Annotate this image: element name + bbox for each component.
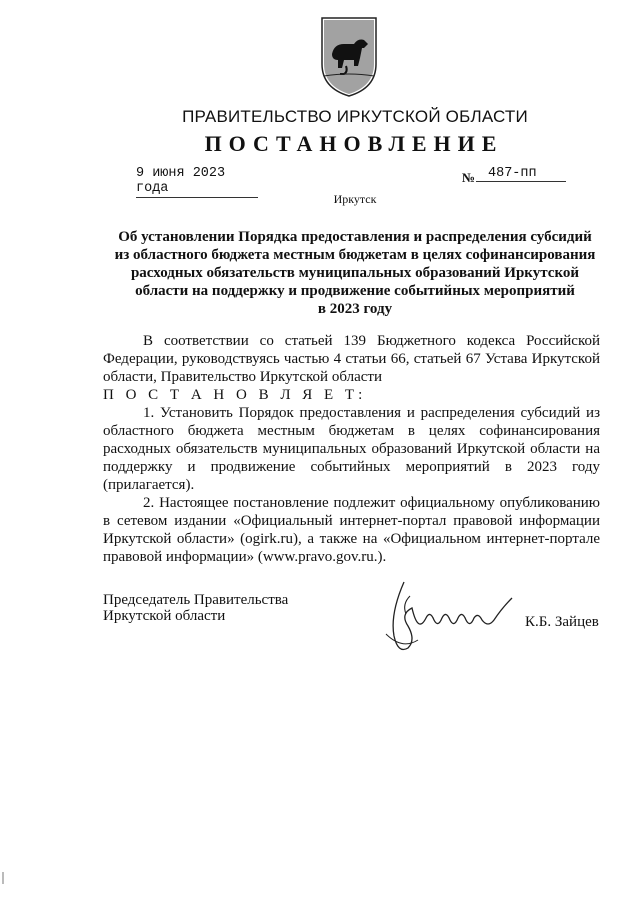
position-line: Иркутской области: [103, 608, 226, 624]
document-type: ПОСТАНОВЛЕНИЕ: [204, 131, 504, 156]
scan-artifact: [2, 872, 4, 884]
title-line: в 2023 году: [317, 301, 393, 317]
document-body: [103, 332, 600, 566]
document-date: 9 июня 2023 года: [136, 166, 258, 198]
document-title: [100, 228, 610, 318]
signatory-position: [103, 592, 288, 624]
title-line: Об установлении Порядка предоставления и распределения субсидий: [118, 229, 592, 245]
government-name: ПРАВИТЕЛЬСТВО ИРКУТСКОЙ ОБЛАСТИ: [182, 107, 528, 126]
city: Иркутск: [333, 192, 377, 206]
handwritten-signature: [372, 574, 522, 674]
item-1: 1. Установить Порядок предоставления и распределения субсидий из областного бюджета местным бюджетам в целях софинансирования расходных обязательств муниципальных образований Иркутской области на поддержку и продвижение событийных мероприятий в 2023 году (прилагается).: [103, 405, 600, 493]
number-label: №: [462, 170, 476, 185]
title-line: области на поддержку и продвижение событийных мероприятий: [135, 283, 575, 299]
item-2: 2. Настоящее постановление подлежит официальному опубликованию в сетевом издании «Официальный интернет-портал правовой информации Иркутской области» (ogirk.ru), а также на «Официальном интернет-портале правовой информации» (www.pravo.gov.ru.).: [103, 495, 600, 565]
title-line: расходных обязательств муниципальных образований Иркутской: [130, 265, 580, 281]
coat-of-arms-icon: [318, 14, 380, 98]
signatory-name: К.Б. Зайцев: [525, 614, 599, 630]
document-number: 487-пп: [476, 166, 566, 182]
preamble: В соответствии со статьей 139 Бюджетного кодекса Российской Федерации, руководствуясь частью 4 статьи 66, статьей 67 Устава Иркутской области, Правительство Иркутской области: [103, 333, 600, 385]
resolves-heading: П О С Т А Н О В Л Я Е Т:: [103, 387, 367, 403]
title-line: из областного бюджета местным бюджетам в целях софинансирования: [114, 247, 596, 263]
position-line: Председатель Правительства: [103, 592, 289, 608]
